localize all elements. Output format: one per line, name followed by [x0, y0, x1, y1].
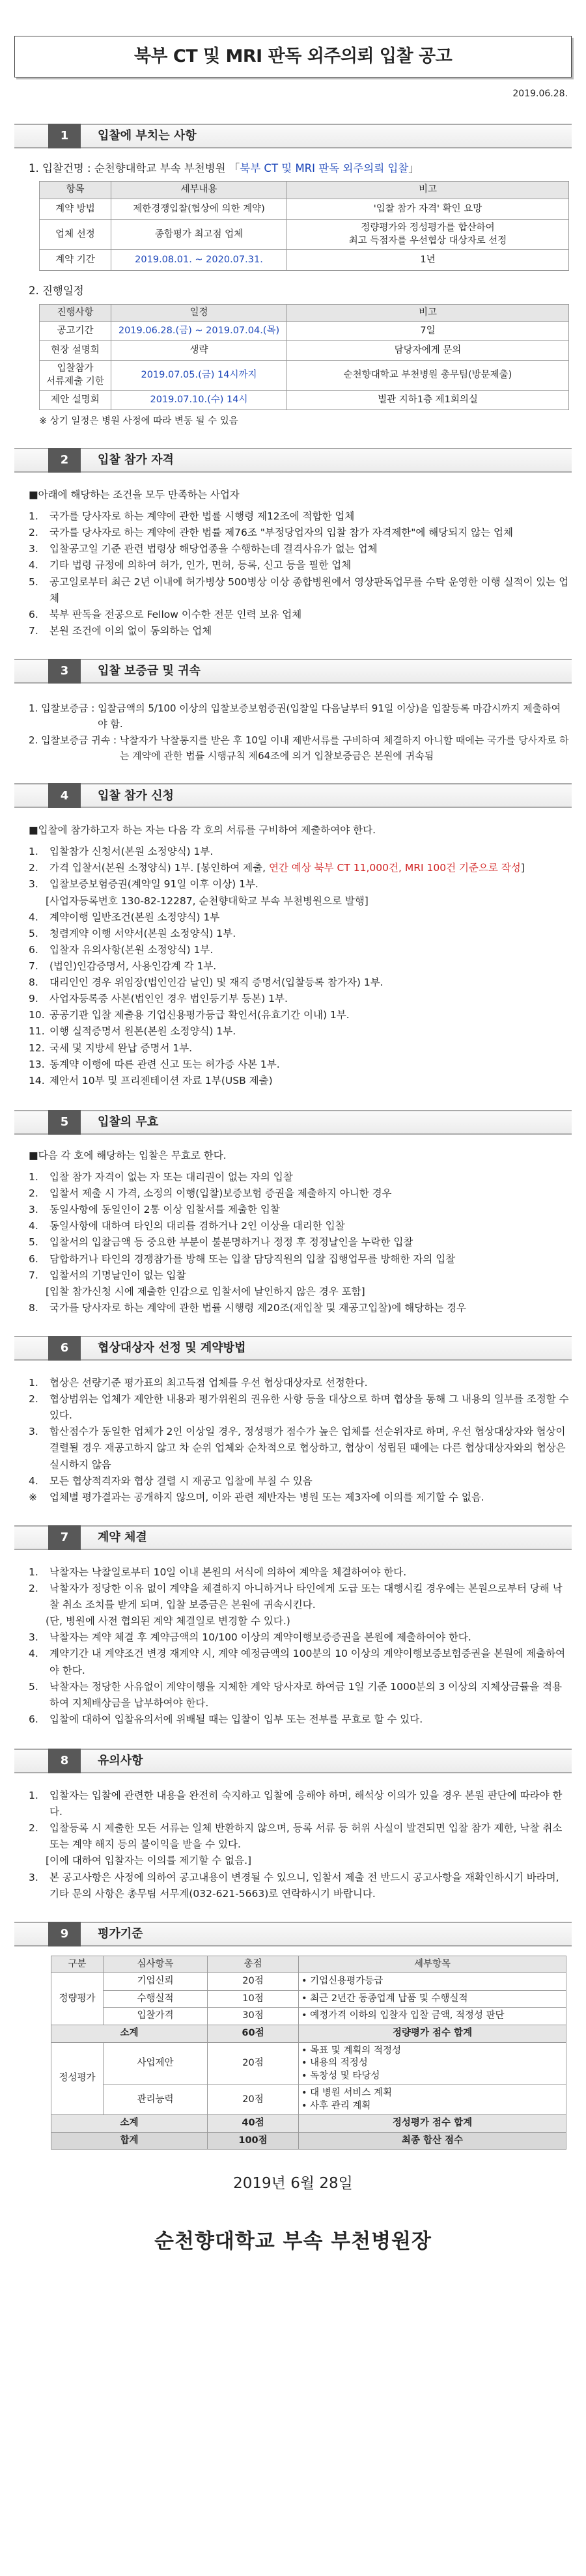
- list-item-number: [29, 1853, 46, 1869]
- section-title: 계약 체결: [98, 1530, 147, 1545]
- table-cell: • 최근 2년간 동종업계 납품 및 수행실적: [299, 1990, 566, 2008]
- list-item: [29, 623, 569, 639]
- list-item: [29, 975, 569, 991]
- list-item-text: [49, 860, 569, 876]
- list-item-number: 7.: [29, 960, 38, 973]
- list-item: [29, 541, 569, 557]
- list-item-number: 6.: [29, 943, 38, 956]
- list-item-number: 3.: [29, 1631, 38, 1644]
- table-cell: 2019.08.01. ~ 2020.07.31.: [111, 250, 287, 271]
- list-item-number: 5.: [29, 1680, 38, 1693]
- table-cell: 생략: [111, 341, 287, 361]
- list-item-number: 9.: [29, 993, 38, 1005]
- footer-organization: 순천향대학교 부속 부천병원장: [154, 2229, 432, 2253]
- section-number: 3: [48, 659, 81, 684]
- list-item: [29, 1234, 569, 1251]
- table-header: 일정: [111, 304, 287, 322]
- document-list: [29, 844, 569, 1089]
- list-item: [29, 991, 569, 1007]
- list-item-text: 대리인인 경우 위임장(법인인감 날인) 및 재직 증명서(입찰등록 참가자) 1부.: [49, 976, 384, 989]
- list-item-segment: 가격 입찰서(본원 소정양식) 1부. [봉인하여 제출,: [49, 862, 269, 874]
- list-item: [29, 1057, 569, 1073]
- list-item-number: ※: [29, 1491, 37, 1503]
- list-item-text: 국가를 당사자로 하는 계약에 관한 법률 제76조 "부정당업자의 입찰 참가 자격제한"에 해당되지 않는 업체: [49, 527, 513, 539]
- list-item-text: 제안서 10부 및 프리젠테이션 자료 1부(USB 제출): [49, 1074, 273, 1087]
- list-item-text: 입찰자 유의사항(본원 소정양식) 1부.: [49, 943, 214, 956]
- list-item: [29, 1375, 569, 1391]
- bid-name-value: 북부 CT 및 MRI 판독 외주의뢰 입찰: [240, 161, 409, 174]
- list-item-number: 6.: [29, 608, 38, 620]
- list-item: [29, 1646, 569, 1678]
- list-item-number: 5.: [29, 1236, 38, 1249]
- table-cell: 제안 설명회: [40, 391, 111, 410]
- table-cell: [299, 2085, 566, 2115]
- table-cell: [299, 2042, 566, 2085]
- table-cell: • 예정가격 이하의 입찰자 입찰 금액, 적정성 판단: [299, 2008, 566, 2025]
- table-cell: 1년: [287, 250, 569, 271]
- section-title: 입찰의 무효: [98, 1115, 159, 1129]
- list-item-number: 3.: [29, 1204, 38, 1216]
- list-item-text: 이행 실적증명서 원본(본원 소정양식) 1부.: [49, 1025, 236, 1038]
- section-1-header: [14, 124, 572, 148]
- list-item-text: 낙찰자는 낙찰일로부터 10일 이내 본원의 서식에 의하여 계약을 체결하여야 한다.: [49, 1566, 407, 1578]
- table-cell: 20점: [208, 2085, 299, 2115]
- list-item-number: 13.: [29, 1058, 45, 1070]
- table-cell: [40, 361, 111, 391]
- list-item: [29, 1218, 569, 1234]
- table-cell: 2019.07.10.(수) 14시: [111, 391, 287, 410]
- section-8-header: [14, 1749, 572, 1773]
- table-cell: 공고기간: [40, 322, 111, 341]
- table-cell: • 기업신용평가등급: [299, 1973, 566, 1991]
- list-item-text: (단, 병원에 사전 협의된 계약 체결일로 변경할 수 있다.): [46, 1615, 290, 1627]
- list-item-number: 8.: [29, 1301, 38, 1314]
- table-cell: 제한경쟁입찰(협상에 의한 계약): [111, 199, 287, 219]
- list-item: [29, 909, 569, 926]
- schedule-table: [39, 304, 569, 411]
- contract-list: [29, 1564, 569, 1728]
- qualification-list: [29, 508, 569, 639]
- list-item-text: 입찰등록 시 제출한 모든 서류는 일체 반환하지 않으며, 등록 서류 등 허위 사실이 발견되면 입찰 참가 제한, 낙찰 취소 또는 계약 해지 등의 불이익을 받을 수 있다.: [49, 1822, 563, 1851]
- table-cell: 현장 설명회: [40, 341, 111, 361]
- table-cell: [287, 219, 569, 249]
- list-item-text: 낙찰자는 계약 체결 후 계약금액의 10/100 이상의 계약이행보증증권을 본원에 제출하여야 한다.: [49, 1631, 471, 1644]
- table-cell: 종합평가 최고점 업체: [111, 219, 287, 249]
- list-item-number: 3.: [29, 1426, 38, 1438]
- list-item-number: [29, 1284, 46, 1300]
- list-item: [29, 732, 569, 764]
- table-cell: 20점: [208, 1973, 299, 1991]
- bid-name-label: 1. 입찰건명 : 순천향대학교 부속 부천병원 「: [29, 161, 240, 174]
- list-item-text: 공공기관 입찰 제출용 기업신용평가등급 확인서(유효기간 이내) 1부.: [49, 1009, 350, 1021]
- table-header: 비고: [287, 304, 569, 322]
- list-item: [29, 1679, 569, 1711]
- list-item-text: 입찰금액의 5/100 이상의 입찰보증보험증권(입찰일 다음날부터 91일 이상)을 입찰등록 마감시까지 제출하여야 함.: [98, 702, 561, 730]
- deposit-list: [29, 700, 569, 764]
- schedule-note: ※ 상기 일정은 병원 사정에 따라 변동 될 수 있음: [39, 416, 238, 427]
- section-6-body: [14, 1361, 572, 1506]
- list-item-number: 6.: [29, 1713, 38, 1725]
- cell-line: • 대 병원 서비스 계획: [301, 2088, 393, 2099]
- list-item: [29, 700, 569, 732]
- section-lead: ■아래에 해당하는 조건을 모두 만족하는 사업자: [29, 488, 240, 501]
- list-item-number: 10.: [29, 1009, 45, 1021]
- table-cell: 계약 방법: [40, 199, 111, 219]
- page-title: 북부 CT 및 MRI 판독 외주의뢰 입찰 공고: [133, 46, 453, 67]
- list-item: [29, 1820, 569, 1853]
- table-cell: 10점: [208, 1990, 299, 2008]
- bid-name-line: [29, 160, 569, 178]
- section-title: 평가기준: [98, 1927, 143, 1941]
- list-item-number: 6.: [29, 1253, 38, 1265]
- cell-line: 서류제출 기한: [46, 376, 104, 387]
- list-item: [29, 1424, 569, 1473]
- list-item-number: 1.: [29, 846, 38, 858]
- list-item-number: 2.: [29, 1187, 38, 1200]
- table-cell: '입찰 참가 자격' 확인 요망: [287, 199, 569, 219]
- table-cell: 담당자에게 문의: [287, 341, 569, 361]
- list-item: [29, 1853, 569, 1869]
- table-cell: 정성평가: [51, 2042, 104, 2115]
- list-item-number: 2. 입찰보증금 귀속 :: [29, 734, 120, 746]
- list-item-number: 2.: [29, 862, 38, 874]
- list-item-number: 7.: [29, 624, 38, 637]
- notice-list: [29, 1788, 569, 1902]
- list-item-text: [입찰 참가신청 시에 제출한 인감으로 입찰서에 날인하지 않은 경우 포함]: [46, 1285, 365, 1297]
- section-6-header: [14, 1336, 572, 1361]
- list-item-number: 1.: [29, 1789, 38, 1801]
- list-item: [29, 1202, 569, 1218]
- invalid-list: [29, 1169, 569, 1316]
- section-number: 8: [48, 1749, 81, 1773]
- table-cell: 2019.07.05.(금) 14시까지: [111, 361, 287, 391]
- bid-name-close: 」: [408, 161, 419, 174]
- section-7-header: [14, 1525, 572, 1550]
- section-4-header: [14, 783, 572, 808]
- list-item-text: 국가를 당사자로 하는 계약에 관한 법률 시행령 제20조(재입찰 및 재공고입찰)에 해당하는 경우: [49, 1301, 467, 1314]
- list-item-text: 입찰공고일 기준 관련 법령상 해당업종을 수행하는데 결격사유가 없는 업체: [49, 543, 378, 555]
- table-cell: 60점: [208, 2025, 299, 2042]
- list-item: [29, 607, 569, 623]
- list-item-number: 2.: [29, 1822, 38, 1835]
- section-5-header: [14, 1110, 572, 1135]
- list-item-number: 2.: [29, 1582, 38, 1594]
- section-1-body: [14, 148, 572, 430]
- list-item-number: [29, 893, 46, 909]
- section-9-header: [14, 1922, 572, 1946]
- list-item: [29, 1040, 569, 1057]
- list-item-text: 입찰 참가 자격이 없는 자 또는 대리권이 없는 자의 입찰: [49, 1171, 293, 1183]
- list-item-text: 계약이행 일반조건(본원 소정양식) 1부: [49, 911, 220, 923]
- list-item: [29, 557, 569, 574]
- list-item-number: 11.: [29, 1025, 45, 1038]
- section-number: 2: [48, 448, 81, 473]
- section-lead: ■입찰에 참가하고자 하는 자는 다음 각 호의 서류를 구비하여 제출하여야 한다.: [29, 824, 376, 837]
- list-item-text: 청렴계약 이행 서약서(본원 소정양식) 1부.: [49, 927, 236, 939]
- list-item-text: 입찰서의 기명날인이 없는 입찰: [49, 1269, 186, 1281]
- table-cell: 기업신뢰: [104, 1973, 208, 1991]
- list-item-number: 1.: [29, 510, 38, 523]
- list-item-text: 협상은 선량기준 평가표의 최고득점 업체를 우선 협상대상자로 선정한다.: [49, 1376, 368, 1389]
- list-item-text: 입찰보증보험증권(계약일 91일 이후 이상) 1부.: [49, 878, 258, 891]
- list-item-number: 5.: [29, 575, 38, 588]
- list-item-segment: ]: [520, 862, 525, 874]
- list-item: [29, 1473, 569, 1489]
- list-item-number: [29, 1613, 46, 1629]
- list-item-text: 모든 협상적격자와 협상 결렬 시 재공고 입찰에 부칠 수 있음: [49, 1475, 313, 1487]
- list-item: [29, 1284, 569, 1300]
- list-item: [29, 525, 569, 541]
- list-item-number: 12.: [29, 1042, 45, 1054]
- list-item-text: 국가를 당사자로 하는 계약에 관한 법률 시행령 제12조에 적합한 업체: [49, 510, 355, 523]
- list-item-number: 4.: [29, 1475, 38, 1487]
- list-item-text: 낙찰자는 정당한 사유없이 계약이행을 지체한 계약 당사자로 하여금 1일 기준 1000분의 3 이상의 지체상금률을 적용하여 지체배상금을 납부하여야 한다.: [49, 1680, 562, 1709]
- list-item-text: (법인)인감증명서, 사용인감계 각 1부.: [49, 960, 217, 973]
- list-item: [29, 844, 569, 860]
- list-item-number: 4.: [29, 559, 38, 572]
- list-item-text: 본원 조건에 이의 없이 동의하는 업체: [49, 624, 212, 637]
- table-cell: 소계: [51, 2115, 208, 2133]
- table-cell: 소계: [51, 2025, 208, 2042]
- table-cell: 40점: [208, 2115, 299, 2133]
- section-3-header: [14, 659, 572, 684]
- list-item-text: 낙찰자가 정당한 이유 없이 계약을 체결하지 아니하거나 타인에게 도급 또는 대행시킬 경우에는 본원으로부터 당해 낙찰 취소 조치를 받게 되며, 입찰 보증금은 본원에 귀속시킨다.: [49, 1582, 563, 1611]
- list-item: [29, 1870, 569, 1902]
- list-item-text: 사업자등록증 사본(법인인 경우 법인등기부 등본) 1부.: [49, 993, 288, 1005]
- list-item-text: 협상범위는 업체가 제안한 내용과 평가위원의 권유한 사항 등을 대상으로 하며 협상을 통해 그 내용의 일부를 조정할 수 있다.: [49, 1393, 569, 1422]
- list-item-text: [사업자등록번호 130-82-12287, 순천향대학교 부속 부천병원으로 발행]: [46, 894, 369, 907]
- cell-line: 최고 득점자를 우선협상 대상자로 선정: [348, 235, 507, 246]
- list-item-number: 8.: [29, 976, 38, 989]
- list-item: [29, 1711, 569, 1728]
- section-title: 협상대상자 선정 및 계약방법: [98, 1341, 246, 1355]
- cell-line: 입찰참가: [57, 363, 94, 374]
- list-item: [29, 574, 569, 607]
- announcement-date: 2019.06.28.: [512, 89, 568, 99]
- section-title: 입찰 참가 자격: [98, 453, 174, 467]
- list-item: [29, 1629, 569, 1646]
- table-header: 심사항목: [104, 1956, 208, 1973]
- table-cell: 수행실적: [104, 1990, 208, 2008]
- list-item-number: 4.: [29, 911, 38, 923]
- section-number: 1: [48, 124, 81, 148]
- list-item: [29, 1169, 569, 1185]
- section-title: 입찰에 부치는 사항: [98, 129, 197, 143]
- list-item-number: 1.: [29, 1566, 38, 1578]
- list-item-text: 입찰서의 입찰금액 등 중요한 부분이 불분명하거나 정정 후 정정날인을 누락한 입찰: [49, 1236, 413, 1249]
- highlight-text: 연간 예상 북부 CT 11,000건, MRI 100건 기준으로 작성: [268, 862, 521, 874]
- table-cell: 순천향대학교 부천병원 총무팀(방문제출): [287, 361, 569, 391]
- table-cell: 정량평가 점수 합계: [299, 2025, 566, 2042]
- section-number: 6: [48, 1336, 81, 1361]
- list-item-text: 국세 및 지방세 완납 증명서 1부.: [49, 1042, 193, 1054]
- list-item-text: 동일사항에 대하여 타인의 대리를 겸하거나 2인 이상을 대리한 입찰: [49, 1220, 345, 1232]
- table-header: 비고: [287, 182, 569, 199]
- list-item-number: 4.: [29, 1648, 38, 1660]
- list-item-text: 입찰에 대하여 입찰유의서에 위배될 때는 입찰이 입부 또는 전부를 무효로 할 수 있다.: [49, 1713, 423, 1725]
- negotiation-list: [29, 1375, 569, 1506]
- contract-table: [39, 181, 569, 271]
- list-item: [29, 860, 569, 876]
- section-3-body: [14, 684, 572, 764]
- list-item-text: 낙찰자가 낙찰통지를 받은 후 10일 이내 제반서류를 구비하여 체결하지 아니할 때에는 국가를 당사자로 하는 계약에 관한 법률 시행규칙 제64조에 의거 입찰보증금은 본원에 귀속됨: [119, 734, 569, 762]
- section-7-body: [14, 1550, 572, 1728]
- list-item-text: 북부 판독을 전공으로 Fellow 이수한 전문 인력 보유 업체: [49, 608, 302, 620]
- cell-line: • 목표 및 계획의 적정성: [301, 2045, 402, 2056]
- list-item: [29, 1613, 569, 1629]
- section-number: 7: [48, 1525, 81, 1550]
- list-item-text: 담합하거나 타인의 경쟁참가를 방해 또는 입찰 담당직원의 입찰 집행업무를 방해한 자의 입찰: [49, 1253, 456, 1265]
- schedule-heading: 2. 진행일정: [29, 284, 84, 298]
- list-item-text: 동계약 이행에 따른 관련 신고 또는 허가증 사본 1부.: [49, 1058, 280, 1070]
- list-item-number: 1.: [29, 1376, 38, 1389]
- list-item-text: 본 공고사항은 사정에 의하여 공고내용이 변경될 수 있으니, 입찰서 제출 전 반드시 공고사항을 재확인하시기 바라며, 기타 문의 사항은 총무팀 서무계(032-621-5663)로 연락하시기 바랍니다.: [49, 1871, 559, 1900]
- table-cell: 100점: [208, 2132, 299, 2150]
- cell-line: • 사후 관리 계획: [301, 2100, 371, 2111]
- list-item-text: 업체별 평가결과는 공개하지 않으며, 이와 관련 제반자는 병원 또는 제3자에 이의를 제기할 수 없음.: [49, 1491, 484, 1503]
- list-item-number: 2.: [29, 527, 38, 539]
- list-item-number: 14.: [29, 1074, 45, 1087]
- table-cell: 최종 합산 점수: [299, 2132, 566, 2150]
- section-2-header: [14, 448, 572, 473]
- list-item: [29, 1489, 569, 1506]
- list-item-text: 합산점수가 동일한 업체가 2인 이상일 경우, 정성평가 점수가 높은 업체를 선순위자로 하며, 우선 협상대상자와 협상이 결렬될 경우 재공고하지 않고 차 순위 업체와 순차적으로 협상하고, 협상이 성립된 때에는 다른 협상대상자와의 협상은 실시하지 않음: [49, 1426, 566, 1471]
- table-cell: 2019.06.28.(금) ~ 2019.07.04.(목): [111, 322, 287, 341]
- table-cell: 합계: [51, 2132, 208, 2150]
- list-item-text: 기타 법령 규정에 의하여 허가, 인가, 면허, 등록, 신고 등을 필한 업체: [49, 559, 352, 572]
- list-item: [29, 893, 569, 909]
- section-title: 입찰 보증금 및 귀속: [98, 664, 201, 678]
- list-item: [29, 958, 569, 975]
- list-item: [29, 1073, 569, 1089]
- section-number: 9: [48, 1922, 81, 1946]
- list-item: [29, 1788, 569, 1820]
- list-item-number: 2.: [29, 1393, 38, 1406]
- cell-line: 정량평가와 정성평가를 합산하여: [361, 222, 495, 233]
- section-8-body: [14, 1773, 572, 1902]
- table-cell: 정량평가: [51, 1973, 104, 2025]
- list-item-number: 1.: [29, 1171, 38, 1183]
- list-item-number: 3.: [29, 1871, 38, 1883]
- list-item-text: [이에 대하여 입찰자는 이의를 제기할 수 없음.]: [46, 1855, 252, 1867]
- footer-date: 2019년 6월 28일: [233, 2175, 353, 2193]
- list-item: [29, 1185, 569, 1202]
- list-item: [29, 1007, 569, 1023]
- cell-line: • 내용의 적정성: [301, 2058, 368, 2069]
- list-item: [29, 876, 569, 893]
- table-cell: 업체 선정: [40, 219, 111, 249]
- list-item: [29, 926, 569, 942]
- list-item: [29, 1391, 569, 1424]
- section-title: 유의사항: [98, 1754, 143, 1768]
- list-item-number: 3.: [29, 878, 38, 891]
- list-item: [29, 1023, 569, 1040]
- list-item-number: 7.: [29, 1269, 38, 1281]
- evaluation-table: [51, 1956, 566, 2150]
- table-header: 구분: [51, 1956, 104, 1973]
- table-header: 진행사항: [40, 304, 111, 322]
- list-item-number: 5.: [29, 927, 38, 939]
- list-item-text: 계약기간 내 계약조건 변경 재계약 시, 계약 예정금액의 100분의 10 이상의 계약이행보증보험증권을 본원에 제출하여야 한다.: [49, 1648, 566, 1676]
- table-cell: 관리능력: [104, 2085, 208, 2115]
- list-item: [29, 1251, 569, 1267]
- list-item-text: 입찰자는 입찰에 관련한 내용을 완전히 숙지하고 입찰에 응해야 하며, 해석상 이의가 있을 경우 본원 판단에 따라야 한다.: [49, 1789, 563, 1818]
- section-5-body: [14, 1135, 572, 1316]
- list-item-number: 3.: [29, 543, 38, 555]
- title-box: [14, 36, 572, 77]
- list-item-number: 4.: [29, 1220, 38, 1232]
- table-header: 항목: [40, 182, 111, 199]
- list-item: [29, 942, 569, 958]
- section-number: 5: [48, 1110, 81, 1135]
- section-4-body: [14, 808, 572, 1089]
- list-item-number: 1. 입찰보증금 :: [29, 702, 98, 714]
- table-header: 세부항목: [299, 1956, 566, 1973]
- table-cell: 30점: [208, 2008, 299, 2025]
- table-cell: 사업제안: [104, 2042, 208, 2085]
- section-number: 4: [48, 783, 81, 808]
- section-title: 입찰 참가 신청: [98, 788, 174, 803]
- table-header: 총점: [208, 1956, 299, 1973]
- table-cell: 정성평가 점수 합계: [299, 2115, 566, 2133]
- cell-line: • 독창성 및 타당성: [301, 2070, 380, 2081]
- section-9-body: [14, 1946, 572, 2150]
- list-item: [29, 1300, 569, 1316]
- list-item-text: 공고일로부터 최근 2년 이내에 허가병상 500병상 이상 종합병원에서 영상판독업무를 수탁 운영한 이행 실적이 있는 업체: [49, 575, 569, 604]
- list-item: [29, 508, 569, 525]
- list-item-text: 입찰참가 신청서(본원 소정양식) 1부.: [49, 846, 214, 858]
- list-item-text: 입찰서 제출 시 가격, 소정의 이행(입찰)보증보험 증권을 제출하지 아니한 경우: [49, 1187, 392, 1200]
- list-item: [29, 1267, 569, 1284]
- table-cell: 별관 지하1층 제1회의실: [287, 391, 569, 410]
- table-cell: 7일: [287, 322, 569, 341]
- table-header: 세부내용: [111, 182, 287, 199]
- section-lead: ■다음 각 호에 해당하는 입찰은 무효로 한다.: [29, 1149, 227, 1161]
- list-item: [29, 1564, 569, 1581]
- table-cell: 계약 기간: [40, 250, 111, 271]
- list-item: [29, 1581, 569, 1613]
- table-cell: 20점: [208, 2042, 299, 2085]
- section-2-body: [14, 473, 572, 639]
- table-cell: 입찰가격: [104, 2008, 208, 2025]
- list-item-text: 동일사항에 동일인이 2통 이상 입찰서를 제출한 입찰: [49, 1204, 280, 1216]
